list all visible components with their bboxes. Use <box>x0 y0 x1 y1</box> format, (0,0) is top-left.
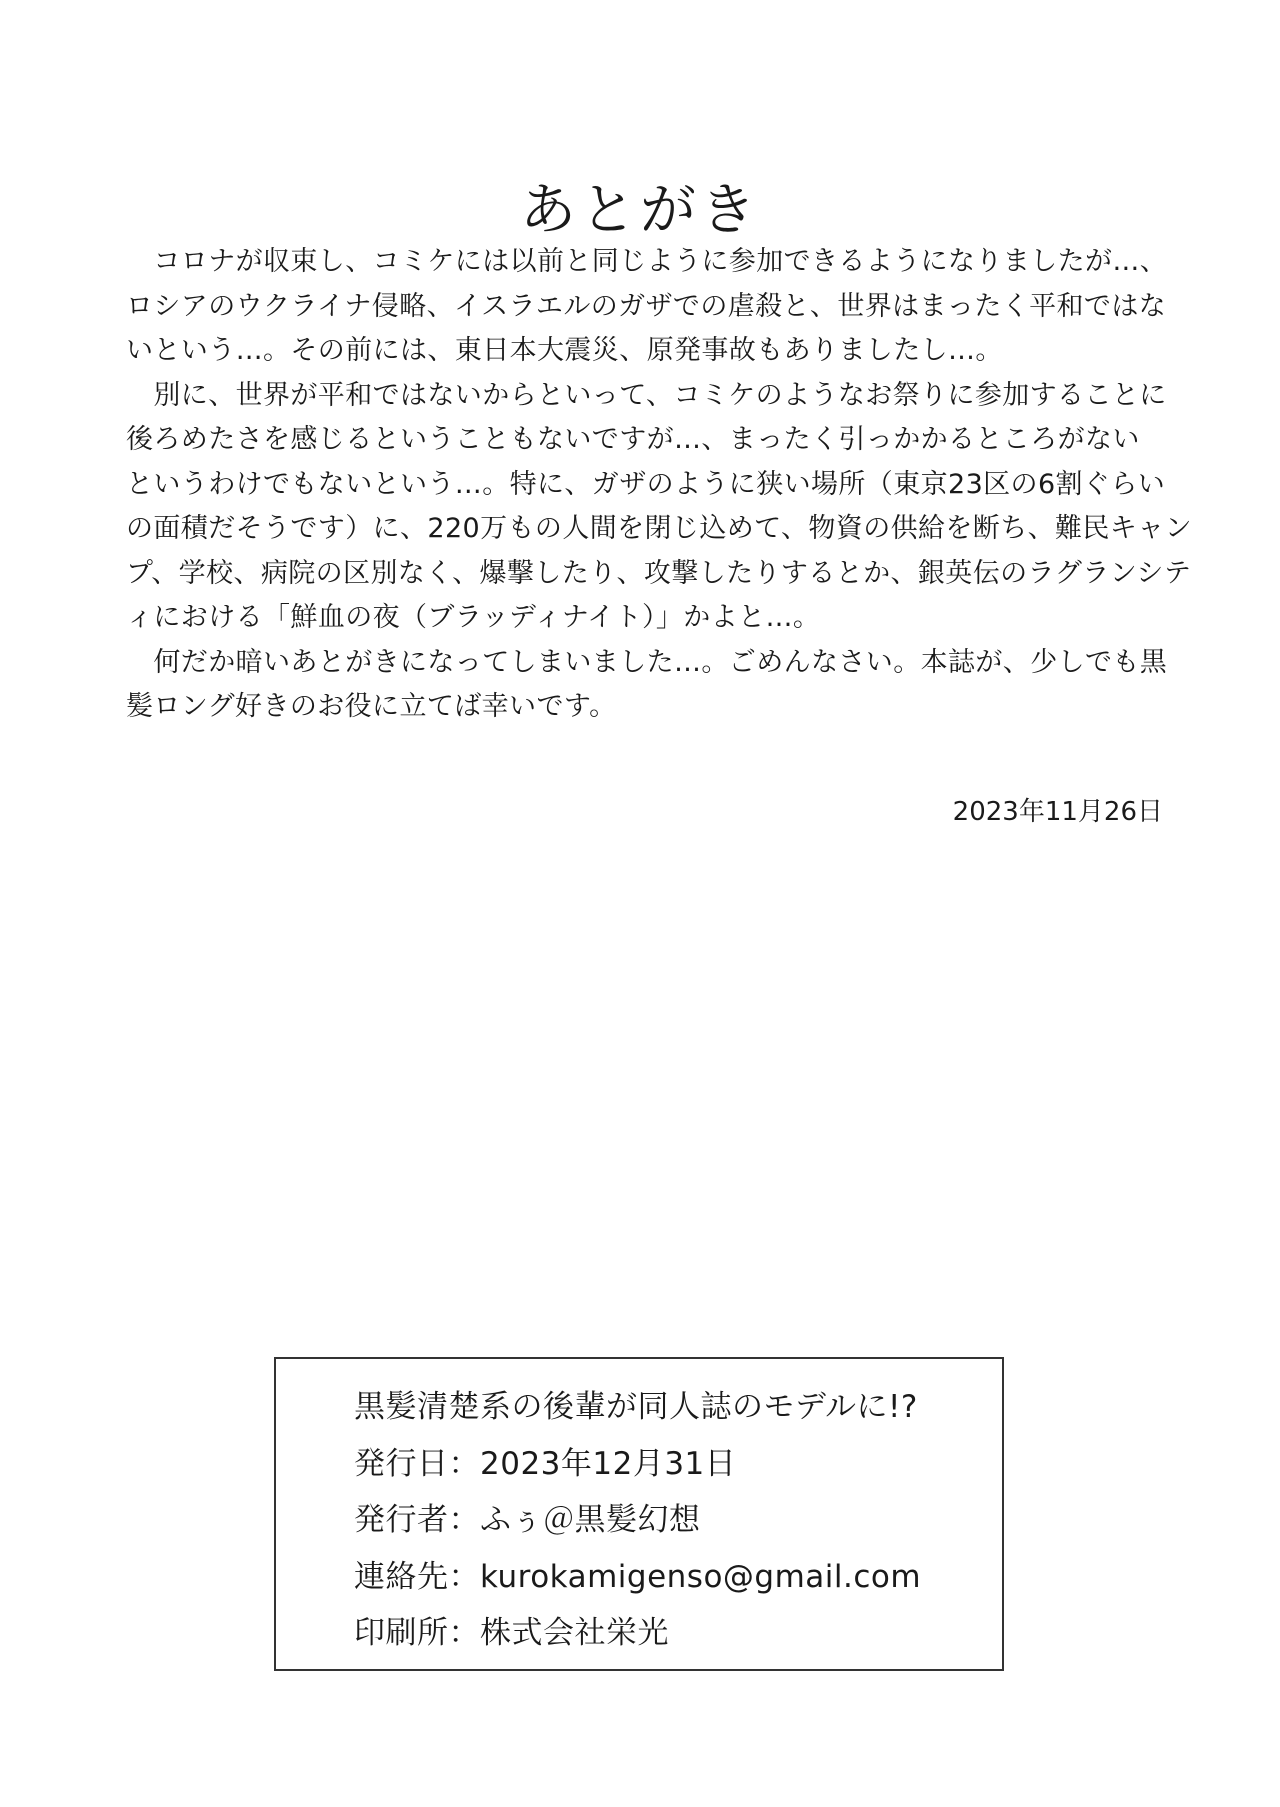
afterword-title: あとがき <box>520 177 760 243</box>
body-line: コロナが収束し、コミケには以前と同じように参加できるようになりましたが…、 <box>126 246 1168 277</box>
body-line: 何だか暗いあとがきになってしまいました…。ごめんなさい。本誌が、少しでも黒 <box>126 646 1168 678</box>
colophon-content <box>354 1379 982 1662</box>
body-line: 別に、世界が平和ではないからといって、コミケのようなお祭りに参加することに <box>126 379 1167 411</box>
colophon-contact: 連絡先：kurokamigenso@gmail.com <box>354 1558 922 1595</box>
colophon-publisher: 発行者：ふぅ＠黒髪幻想 <box>354 1502 701 1538</box>
body-line: いという…。その前には、東日本大震災、原発事故もありましたし…。 <box>126 335 1003 366</box>
body-line: ロシアのウクライナ侵略、イスラエルのガザでの虐殺と、世界はまったく平和ではな <box>126 290 1167 322</box>
colophon-box <box>274 1357 1004 1671</box>
colophon-printer: 印刷所：株式会社栄光 <box>354 1615 669 1651</box>
colophon-publish-date: 発行日：2023年12月31日 <box>354 1445 737 1482</box>
colophon-book-title: 黒髪清楚系の後輩が同人誌のモデルに!? <box>354 1389 918 1425</box>
body-line: 後ろめたさを感じるということもないですが…、まったく引っかかるところがない <box>126 424 1140 455</box>
body-line: の面積だそうです）に、220万もの人間を閉じ込めて、物資の供給を断ち、難民キャン <box>126 513 1192 544</box>
body-line: というわけでもないという…。特に、ガザのように狭い場所（東京23区の6割ぐらい <box>126 468 1166 500</box>
body-line: プ、学校、病院の区別なく、爆撃したり、攻撃したりするとか、銀英伝のラグランシテ <box>126 557 1192 589</box>
afterword-date: 2023年11月26日 <box>952 797 1163 827</box>
body-line: ィにおける「鮮血の夜（ブラッディナイト）」かよと…。 <box>126 602 821 633</box>
body-line: 髪ロング好きのお役に立てば幸いです。 <box>126 691 617 722</box>
afterword-body <box>126 240 1192 730</box>
